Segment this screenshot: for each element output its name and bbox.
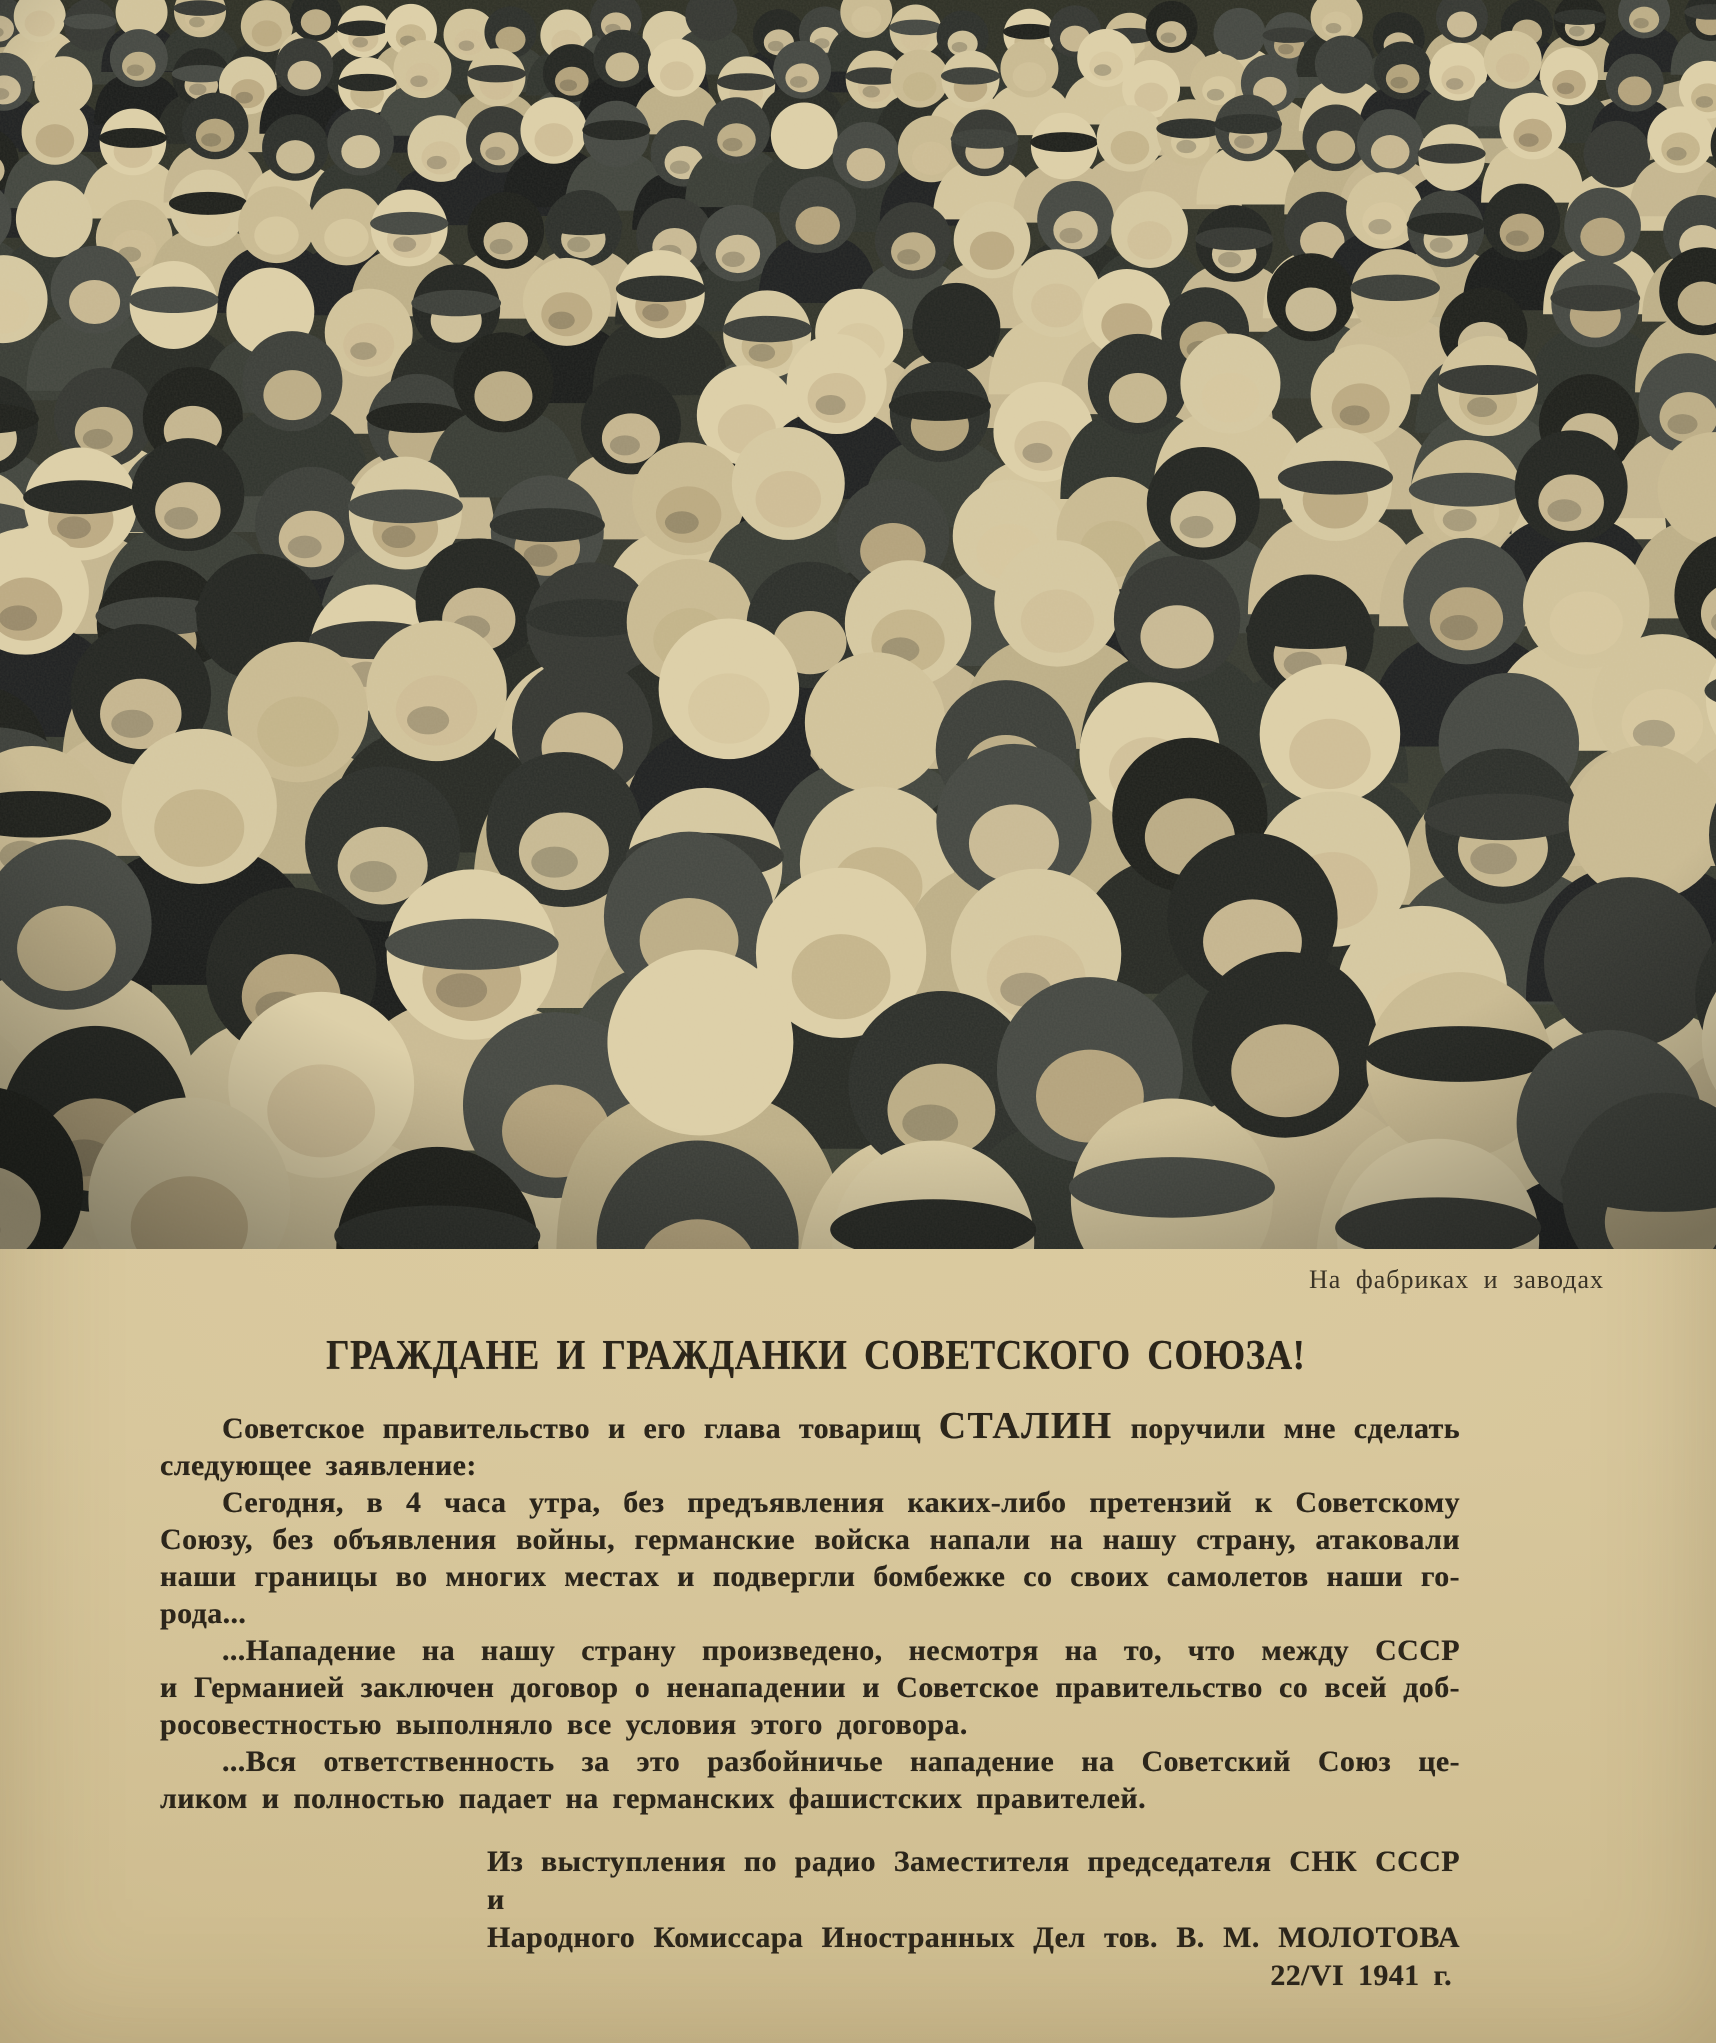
- attribution-block: [487, 1843, 1460, 1995]
- photo-caption: На фабриках и заводах: [1309, 1265, 1604, 1294]
- attribution-date: 22/VI 1941 г.: [1270, 1959, 1452, 1992]
- body-line: Советское правительство и его глава товарищ СТАЛИН поручили мне сделать: [222, 1405, 1460, 1447]
- body-line: росовестностью выполняло все условия этого договора.: [160, 1708, 968, 1741]
- article-heading: ГРАЖДАНЕ И ГРАЖДАНКИ СОВЕТСКОГО СОЮЗА!: [326, 1333, 1306, 1379]
- body-line: и Германией заключен договор о ненападении и Советское правительство со всей доб-: [160, 1671, 1460, 1704]
- body-line: наши границы во многих местах и подвергли бомбежке со своих самолетов наши го-: [160, 1560, 1460, 1593]
- article-body: [0, 1405, 1716, 1817]
- attribution-line: Из выступления по радио Заместителя председателя СНК СССР и: [487, 1845, 1460, 1916]
- body-line: рода...: [160, 1597, 247, 1630]
- attribution-lines: [487, 1843, 1460, 1957]
- body-line: следующее заявление:: [160, 1449, 477, 1482]
- body-line: ...Вся ответственность за это разбойничье нападение на Советский Союз це-: [222, 1745, 1460, 1778]
- body-line: Сегодня, в 4 часа утра, без предъявления каких-либо претензий к Советскому: [222, 1486, 1460, 1519]
- body-line: Союзу, без объявления войны, германские войска напали на нашу страну, атаковали: [160, 1523, 1460, 1556]
- stalin-emphasis: СТАЛИН: [938, 1405, 1113, 1447]
- body-line: ...Нападение на нашу страну произведено, несмотря на то, что между СССР: [222, 1634, 1460, 1667]
- body-line: ликом и полностью падает на германских фашистских правителей.: [160, 1782, 1146, 1815]
- attribution-line: Народного Комиссара Иностранных Дел тов. В. М. МОЛОТОВА: [487, 1921, 1460, 1954]
